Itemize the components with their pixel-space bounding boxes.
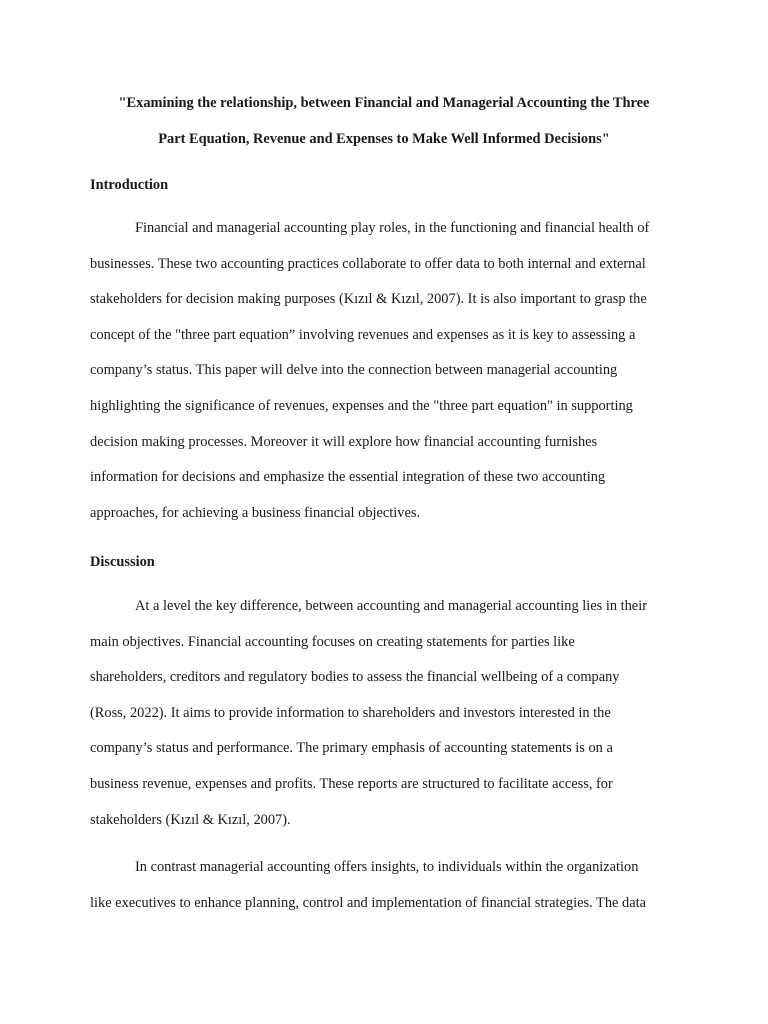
paragraph-line: (Ross, 2022). It aims to provide information to shareholders and investors interested in the: [90, 704, 611, 721]
paragraph-line: shareholders, creditors and regulatory bodies to assess the financial wellbeing of a company: [90, 669, 620, 686]
paragraph-line: concept of the "three part equation” involving revenues and expenses as it is key to assessing a: [90, 326, 636, 343]
paragraph-line: stakeholders (Kızıl & Kızıl, 2007).: [90, 811, 291, 828]
paragraph-introduction: [90, 211, 690, 531]
section-heading-introduction: Introduction: [90, 177, 169, 193]
title-line: "Examining the relationship, between Financial and Managerial Accounting the Three: [118, 95, 650, 111]
paragraph-line: In contrast managerial accounting offers insights, to individuals within the organization: [135, 859, 639, 875]
document-title: [90, 85, 678, 157]
paragraph-line: highlighting the significance of revenues, expenses and the "three part equation" in supporting: [90, 397, 633, 414]
paragraph-discussion-2: [90, 850, 690, 921]
section-heading-discussion: Discussion: [90, 554, 155, 570]
paragraph-line: At a level the key difference, between accounting and managerial accounting lies in their: [135, 598, 647, 614]
paragraph-line: company’s status and performance. The primary emphasis of accounting statements is on a: [90, 740, 613, 757]
paragraph-discussion-1: [90, 589, 690, 838]
paragraph-line: company’s status. This paper will delve into the connection between managerial accounting: [90, 362, 618, 379]
paragraph-line: information for decisions and emphasize the essential integration of these two accounting: [90, 469, 606, 486]
paragraph-line: stakeholders for decision making purposes (Kızıl & Kızıl, 2007). It is also important to grasp the: [90, 291, 647, 308]
paragraph-line: business revenue, expenses and profits. These reports are structured to facilitate access, for: [90, 775, 613, 792]
paragraph-line: main objectives. Financial accounting focuses on creating statements for parties like: [90, 633, 575, 650]
paragraph-line: like executives to enhance planning, control and implementation of financial strategies. The data: [90, 894, 646, 911]
paragraph-line: Financial and managerial accounting play roles, in the functioning and financial health of: [135, 220, 650, 236]
title-line: Part Equation, Revenue and Expenses to Make Well Informed Decisions": [158, 131, 610, 147]
paragraph-line: decision making processes. Moreover it will explore how financial accounting furnishes: [90, 433, 598, 450]
paragraph-line: approaches, for achieving a business financial objectives.: [90, 504, 421, 521]
paragraph-line: businesses. These two accounting practices collaborate to offer data to both internal and external: [90, 255, 646, 272]
